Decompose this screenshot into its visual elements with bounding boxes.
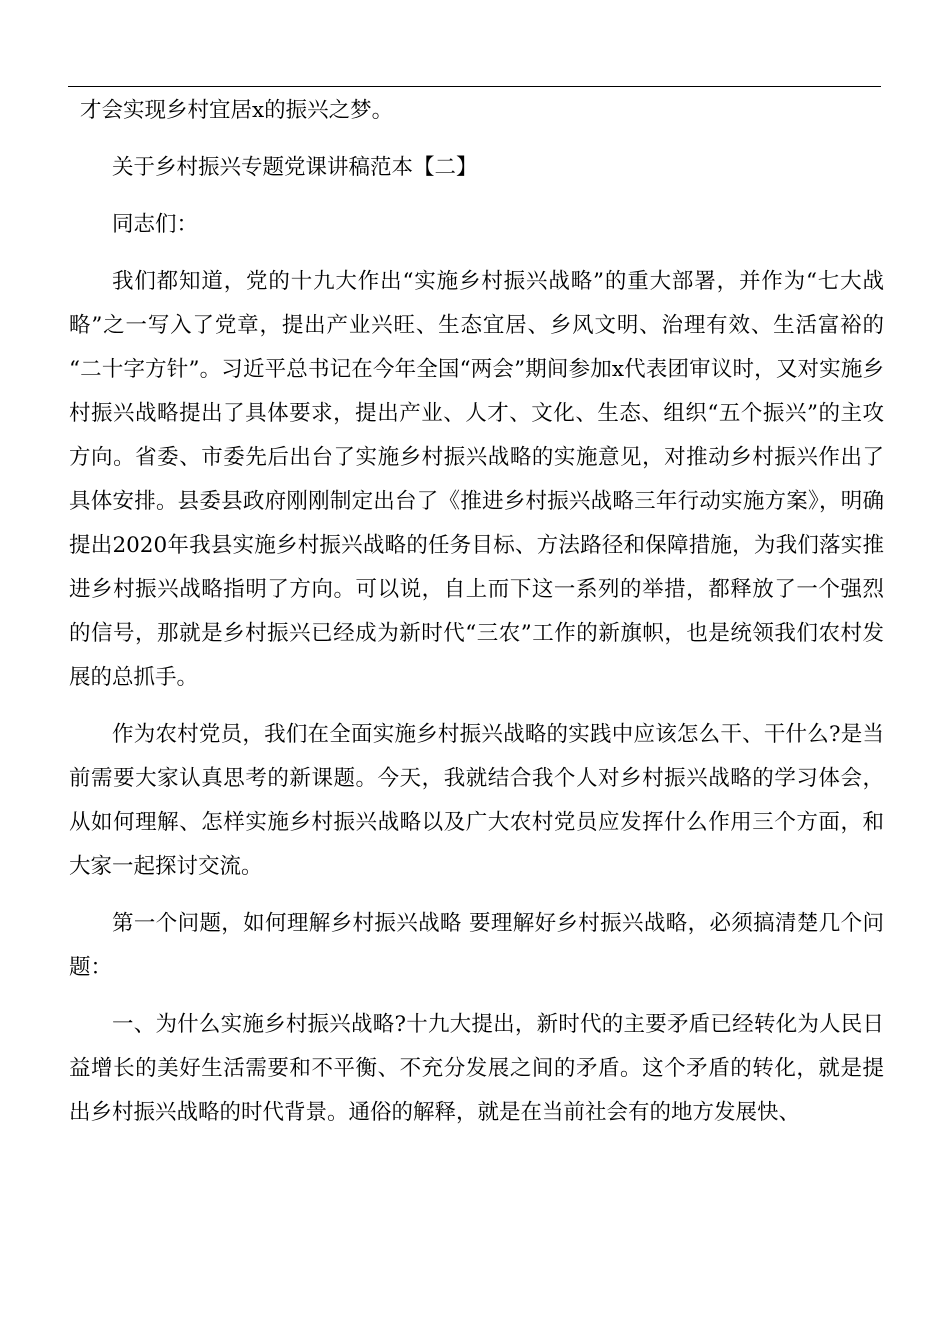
paragraph: 第一个问题，如何理解乡村振兴战略 要理解好乡村振兴战略，必须搞清楚几个问题： bbox=[69, 911, 884, 980]
paragraph: 一、为什么实施乡村振兴战略?十九大提出，新时代的主要矛盾已经转化为人民日益增长的美好生活需要和不平衡、不充分发展之间的矛盾。这个矛盾的转化，就是提出乡村振兴战略的时代背景。通俗的解释，就是在当前社会有的地方发展快、 bbox=[69, 1012, 884, 1125]
salutation: 同志们： bbox=[112, 212, 199, 237]
document-body bbox=[69, 89, 884, 1148]
header-rule bbox=[68, 86, 881, 87]
paragraph: 我们都知道，党的十九大作出“实施乡村振兴战略”的重大部署，并作为“七大战略”之一写入了党章，提出产业兴旺、生态宜居、乡风文明、治理有效、生活富裕的 “二十字方针”。习近平总书记在今年全国“两会”期间参加x代表团审议时，又对实施乡村振兴战略提出了具体要求，提出产业、人才、文化、生态、组织“五个振兴”的主攻方向。省委、市委先后出台了实施乡村振兴战略的实施意见，对推动乡村振兴作出了具体安排。县委县政府刚刚制定出台了《推进乡村振兴战略三年行动实施方案》，明确提出2020年我县实施乡村振兴战略的任务目标、方法路径和保障措施，为我们落实推进乡村振兴战略指明了方向。可以说，自上而下这一系列的举措，都释放了一个强烈的信号，那就是乡村振兴已经成为新时代“三农”工作的新旗帜，也是统领我们农村发展的总抓手。 bbox=[69, 269, 884, 690]
section-title: 关于乡村振兴专题党课讲稿范本【二】 bbox=[112, 155, 478, 180]
paragraph: 作为农村党员，我们在全面实施乡村振兴战略的实践中应该怎么干、干什么?是当前需要大家认真思考的新课题。今天，我就结合我个人对乡村振兴战略的学习体会，从如何理解、怎样实施乡村振兴战略以及广大农村党员应发挥什么作用三个方面，和大家一起探讨交流。 bbox=[69, 722, 884, 879]
paragraph-continuation: 才会实现乡村宜居x的振兴之梦。 bbox=[80, 98, 394, 123]
